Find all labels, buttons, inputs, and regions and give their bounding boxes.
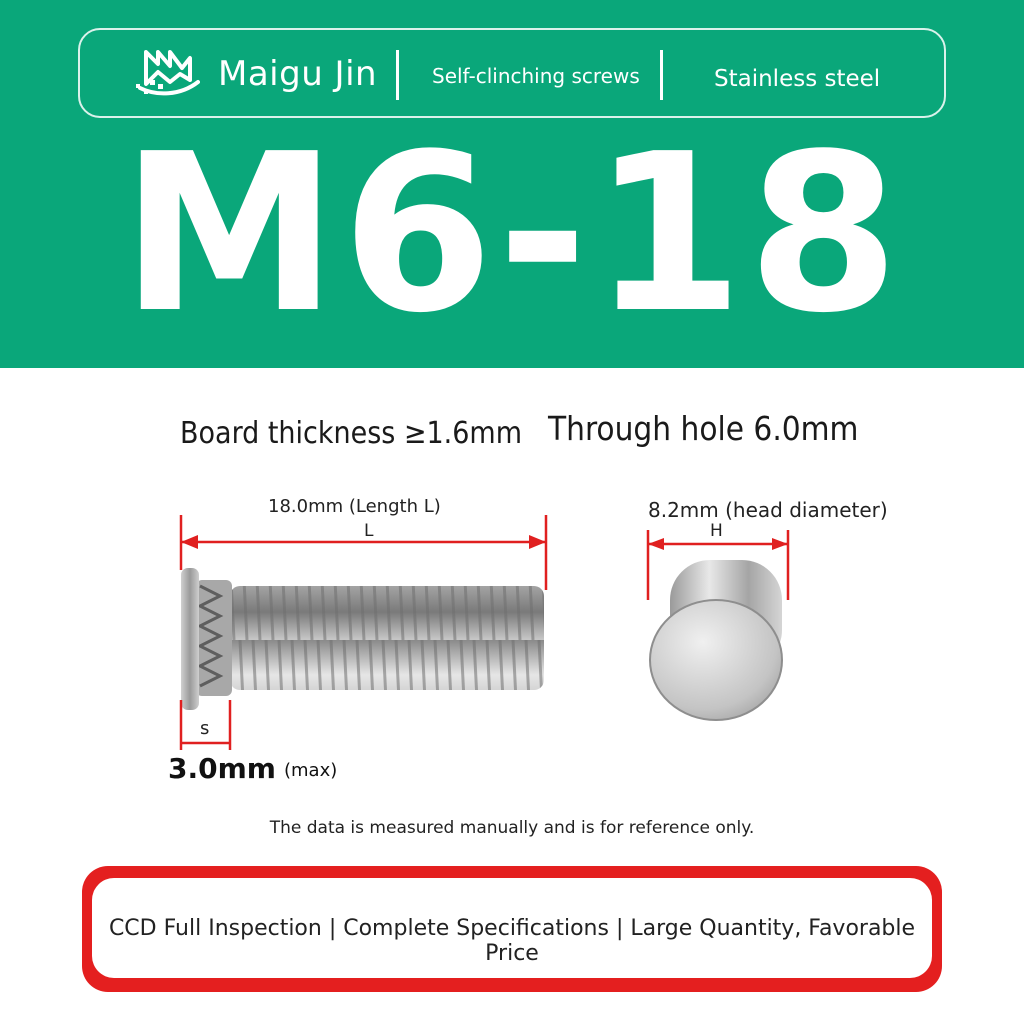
- length-dimension-label: 18.0mm (Length L): [268, 496, 441, 517]
- s-letter: s: [200, 718, 210, 739]
- divider: [396, 50, 399, 100]
- s-value: 3.0mm: [168, 752, 276, 785]
- category-label: Self-clinching screws: [432, 64, 640, 88]
- brand-name: Maigu Jin: [218, 54, 378, 94]
- divider: [660, 50, 663, 100]
- maigu-jin-logo: [136, 44, 200, 104]
- features-inner: [92, 878, 932, 978]
- arrow-left: [648, 538, 664, 550]
- screw-head: [181, 568, 199, 710]
- features-text: CCD Full Inspection | Complete Specifications | Large Quantity, Favorable Price: [108, 916, 916, 966]
- model-title: M6-18: [120, 108, 904, 361]
- features-banner: [82, 866, 942, 992]
- s-unit: (max): [284, 760, 338, 781]
- head-letter: H: [710, 521, 723, 541]
- disclaimer-note: The data is measured manually and is for reference only.: [269, 818, 755, 838]
- through-hole-spec: Through hole 6.0mm: [548, 409, 859, 448]
- board-thickness-spec: Board thickness ≥1.6mm: [180, 416, 523, 451]
- arrow-left: [181, 535, 198, 549]
- screw-side-view: [160, 500, 570, 770]
- material-label: Stainless steel: [714, 66, 881, 92]
- length-letter: L: [364, 521, 374, 541]
- arrow-right: [529, 535, 546, 549]
- screw-thread: [230, 586, 544, 690]
- brand-bar: [78, 28, 946, 118]
- header-banner: [0, 0, 1024, 368]
- screw-end-view: [630, 520, 810, 730]
- screw-head-face: [650, 600, 782, 720]
- head-dimension-label: 8.2mm (head diameter): [648, 498, 888, 522]
- arrow-right: [772, 538, 788, 550]
